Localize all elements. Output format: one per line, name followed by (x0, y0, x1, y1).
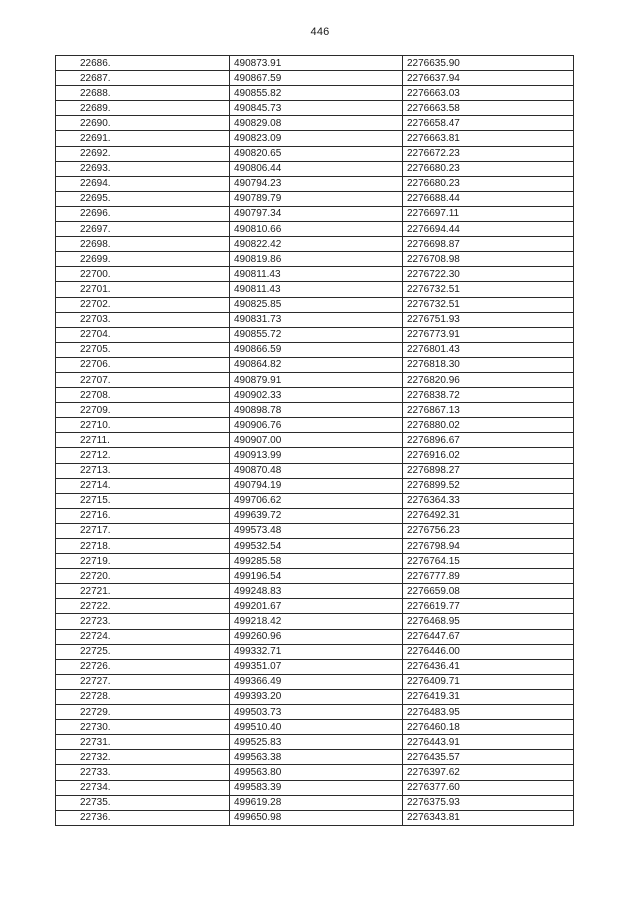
table-row (56, 131, 574, 146)
y-coordinate-cell: 2276777.89 (403, 569, 574, 584)
y-coordinate-cell: 2276697.11 (403, 206, 574, 221)
x-coordinate-cell: 499525.83 (230, 735, 403, 750)
y-coordinate-cell: 2276756.23 (403, 523, 574, 538)
y-coordinate-cell: 2276663.03 (403, 86, 574, 101)
x-coordinate-cell: 490855.82 (230, 86, 403, 101)
point-number-cell: 22687. (56, 71, 230, 86)
table-row (56, 750, 574, 765)
y-coordinate-cell: 2276680.23 (403, 161, 574, 176)
y-coordinate-cell: 2276896.67 (403, 433, 574, 448)
table-row (56, 689, 574, 704)
point-number-cell: 22697. (56, 222, 230, 237)
point-number-cell: 22720. (56, 569, 230, 584)
x-coordinate-cell: 490879.91 (230, 372, 403, 387)
x-coordinate-cell: 499639.72 (230, 508, 403, 523)
point-number-cell: 22731. (56, 735, 230, 750)
x-coordinate-cell: 490806.44 (230, 161, 403, 176)
page-number: 446 (310, 26, 330, 38)
y-coordinate-cell: 2276658.47 (403, 116, 574, 131)
point-number-cell: 22732. (56, 750, 230, 765)
point-number-cell: 22708. (56, 388, 230, 403)
table-row (56, 86, 574, 101)
x-coordinate-cell: 499706.62 (230, 493, 403, 508)
x-coordinate-cell: 499650.98 (230, 810, 403, 825)
x-coordinate-cell: 490864.82 (230, 357, 403, 372)
x-coordinate-cell: 490797.34 (230, 206, 403, 221)
table-row (56, 403, 574, 418)
table-row (56, 765, 574, 780)
table-row (56, 267, 574, 282)
table-row (56, 810, 574, 825)
y-coordinate-cell: 2276663.81 (403, 131, 574, 146)
x-coordinate-cell: 499218.42 (230, 614, 403, 629)
table-row (56, 780, 574, 795)
x-coordinate-cell: 499393.20 (230, 689, 403, 704)
point-number-cell: 22701. (56, 282, 230, 297)
y-coordinate-cell: 2276773.91 (403, 327, 574, 342)
x-coordinate-cell: 499201.67 (230, 599, 403, 614)
x-coordinate-cell: 490906.76 (230, 418, 403, 433)
point-number-cell: 22696. (56, 206, 230, 221)
table-row (56, 523, 574, 538)
point-number-cell: 22692. (56, 146, 230, 161)
point-number-cell: 22705. (56, 342, 230, 357)
x-coordinate-cell: 490866.59 (230, 342, 403, 357)
x-coordinate-cell: 490902.33 (230, 388, 403, 403)
point-number-cell: 22690. (56, 116, 230, 131)
x-coordinate-cell: 490794.19 (230, 478, 403, 493)
y-coordinate-cell: 2276818.30 (403, 357, 574, 372)
point-number-cell: 22686. (56, 56, 230, 71)
point-number-cell: 22729. (56, 705, 230, 720)
x-coordinate-cell: 490855.72 (230, 327, 403, 342)
point-number-cell: 22707. (56, 372, 230, 387)
x-coordinate-cell: 490898.78 (230, 403, 403, 418)
point-number-cell: 22694. (56, 176, 230, 191)
y-coordinate-cell: 2276916.02 (403, 448, 574, 463)
table-row (56, 418, 574, 433)
table-row (56, 327, 574, 342)
table-row (56, 720, 574, 735)
table-row (56, 508, 574, 523)
table-row (56, 357, 574, 372)
table-row (56, 539, 574, 554)
x-coordinate-cell: 490831.73 (230, 312, 403, 327)
x-coordinate-cell: 490789.79 (230, 191, 403, 206)
point-number-cell: 22733. (56, 765, 230, 780)
y-coordinate-cell: 2276801.43 (403, 342, 574, 357)
table-row (56, 312, 574, 327)
table-row (56, 493, 574, 508)
point-number-cell: 22721. (56, 584, 230, 599)
table-row (56, 659, 574, 674)
table-row (56, 554, 574, 569)
x-coordinate-cell: 490794.23 (230, 176, 403, 191)
coordinates-table (55, 55, 574, 826)
table-row (56, 56, 574, 71)
y-coordinate-cell: 2276732.51 (403, 282, 574, 297)
table-row (56, 629, 574, 644)
y-coordinate-cell: 2276483.95 (403, 705, 574, 720)
point-number-cell: 22717. (56, 523, 230, 538)
point-number-cell: 22700. (56, 267, 230, 282)
table-row (56, 388, 574, 403)
table-row (56, 101, 574, 116)
x-coordinate-cell: 499563.38 (230, 750, 403, 765)
y-coordinate-cell: 2276364.33 (403, 493, 574, 508)
x-coordinate-cell: 490867.59 (230, 71, 403, 86)
point-number-cell: 22718. (56, 539, 230, 554)
point-number-cell: 22699. (56, 252, 230, 267)
y-coordinate-cell: 2276694.44 (403, 222, 574, 237)
table-row (56, 599, 574, 614)
point-number-cell: 22735. (56, 795, 230, 810)
y-coordinate-cell: 2276820.96 (403, 372, 574, 387)
table-row (56, 161, 574, 176)
y-coordinate-cell: 2276764.15 (403, 554, 574, 569)
y-coordinate-cell: 2276447.67 (403, 629, 574, 644)
y-coordinate-cell: 2276468.95 (403, 614, 574, 629)
y-coordinate-cell: 2276688.44 (403, 191, 574, 206)
x-coordinate-cell: 490825.85 (230, 297, 403, 312)
table-row (56, 584, 574, 599)
point-number-cell: 22725. (56, 644, 230, 659)
point-number-cell: 22724. (56, 629, 230, 644)
x-coordinate-cell: 490819.86 (230, 252, 403, 267)
point-number-cell: 22706. (56, 357, 230, 372)
table-row (56, 705, 574, 720)
table-row (56, 342, 574, 357)
table-row (56, 116, 574, 131)
y-coordinate-cell: 2276377.60 (403, 780, 574, 795)
y-coordinate-cell: 2276708.98 (403, 252, 574, 267)
y-coordinate-cell: 2276663.58 (403, 101, 574, 116)
y-coordinate-cell: 2276619.77 (403, 599, 574, 614)
y-coordinate-cell: 2276343.81 (403, 810, 574, 825)
x-coordinate-cell: 490907.00 (230, 433, 403, 448)
table-row (56, 237, 574, 252)
y-coordinate-cell: 2276732.51 (403, 297, 574, 312)
point-number-cell: 22719. (56, 554, 230, 569)
x-coordinate-cell: 499285.58 (230, 554, 403, 569)
x-coordinate-cell: 499583.39 (230, 780, 403, 795)
y-coordinate-cell: 2276680.23 (403, 176, 574, 191)
y-coordinate-cell: 2276798.94 (403, 539, 574, 554)
table-row (56, 146, 574, 161)
point-number-cell: 22698. (56, 237, 230, 252)
point-number-cell: 22726. (56, 659, 230, 674)
table-row (56, 478, 574, 493)
table-row (56, 206, 574, 221)
point-number-cell: 22722. (56, 599, 230, 614)
table-row (56, 644, 574, 659)
y-coordinate-cell: 2276409.71 (403, 674, 574, 689)
x-coordinate-cell: 490810.66 (230, 222, 403, 237)
table-row (56, 448, 574, 463)
y-coordinate-cell: 2276635.90 (403, 56, 574, 71)
point-number-cell: 22711. (56, 433, 230, 448)
y-coordinate-cell: 2276659.08 (403, 584, 574, 599)
point-number-cell: 22688. (56, 86, 230, 101)
table-row (56, 372, 574, 387)
y-coordinate-cell: 2276898.27 (403, 463, 574, 478)
point-number-cell: 22693. (56, 161, 230, 176)
table-row (56, 297, 574, 312)
table-row (56, 674, 574, 689)
point-number-cell: 22728. (56, 689, 230, 704)
x-coordinate-cell: 490811.43 (230, 282, 403, 297)
y-coordinate-cell: 2276375.93 (403, 795, 574, 810)
point-number-cell: 22704. (56, 327, 230, 342)
table-row (56, 71, 574, 86)
x-coordinate-cell: 499532.54 (230, 539, 403, 554)
x-coordinate-cell: 490811.43 (230, 267, 403, 282)
y-coordinate-cell: 2276435.57 (403, 750, 574, 765)
point-number-cell: 22736. (56, 810, 230, 825)
point-number-cell: 22730. (56, 720, 230, 735)
y-coordinate-cell: 2276446.00 (403, 644, 574, 659)
point-number-cell: 22695. (56, 191, 230, 206)
y-coordinate-cell: 2276397.62 (403, 765, 574, 780)
table-row (56, 176, 574, 191)
point-number-cell: 22713. (56, 463, 230, 478)
table-row (56, 222, 574, 237)
point-number-cell: 22712. (56, 448, 230, 463)
x-coordinate-cell: 499351.07 (230, 659, 403, 674)
x-coordinate-cell: 499366.49 (230, 674, 403, 689)
y-coordinate-cell: 2276443.91 (403, 735, 574, 750)
y-coordinate-cell: 2276637.94 (403, 71, 574, 86)
x-coordinate-cell: 490913.99 (230, 448, 403, 463)
x-coordinate-cell: 499332.71 (230, 644, 403, 659)
y-coordinate-cell: 2276436.41 (403, 659, 574, 674)
y-coordinate-cell: 2276880.02 (403, 418, 574, 433)
x-coordinate-cell: 490873.91 (230, 56, 403, 71)
x-coordinate-cell: 490845.73 (230, 101, 403, 116)
point-number-cell: 22691. (56, 131, 230, 146)
x-coordinate-cell: 490822.42 (230, 237, 403, 252)
table-row (56, 463, 574, 478)
y-coordinate-cell: 2276419.31 (403, 689, 574, 704)
x-coordinate-cell: 499563.80 (230, 765, 403, 780)
point-number-cell: 22709. (56, 403, 230, 418)
point-number-cell: 22734. (56, 780, 230, 795)
x-coordinate-cell: 499619.28 (230, 795, 403, 810)
x-coordinate-cell: 499573.48 (230, 523, 403, 538)
table-row (56, 282, 574, 297)
point-number-cell: 22689. (56, 101, 230, 116)
x-coordinate-cell: 499510.40 (230, 720, 403, 735)
x-coordinate-cell: 490829.08 (230, 116, 403, 131)
y-coordinate-cell: 2276867.13 (403, 403, 574, 418)
y-coordinate-cell: 2276698.87 (403, 237, 574, 252)
x-coordinate-cell: 499196.54 (230, 569, 403, 584)
point-number-cell: 22703. (56, 312, 230, 327)
point-number-cell: 22716. (56, 508, 230, 523)
y-coordinate-cell: 2276722.30 (403, 267, 574, 282)
y-coordinate-cell: 2276492.31 (403, 508, 574, 523)
y-coordinate-cell: 2276838.72 (403, 388, 574, 403)
x-coordinate-cell: 490870.48 (230, 463, 403, 478)
x-coordinate-cell: 499248.83 (230, 584, 403, 599)
coordinates-table-body (56, 56, 574, 826)
x-coordinate-cell: 499260.96 (230, 629, 403, 644)
x-coordinate-cell: 490823.09 (230, 131, 403, 146)
x-coordinate-cell: 499503.73 (230, 705, 403, 720)
y-coordinate-cell: 2276460.18 (403, 720, 574, 735)
point-number-cell: 22710. (56, 418, 230, 433)
x-coordinate-cell: 490820.65 (230, 146, 403, 161)
point-number-cell: 22723. (56, 614, 230, 629)
table-row (56, 614, 574, 629)
table-row (56, 795, 574, 810)
y-coordinate-cell: 2276672.23 (403, 146, 574, 161)
table-row (56, 735, 574, 750)
table-row (56, 252, 574, 267)
table-row (56, 433, 574, 448)
point-number-cell: 22702. (56, 297, 230, 312)
table-row (56, 191, 574, 206)
point-number-cell: 22714. (56, 478, 230, 493)
point-number-cell: 22727. (56, 674, 230, 689)
table-row (56, 569, 574, 584)
y-coordinate-cell: 2276899.52 (403, 478, 574, 493)
point-number-cell: 22715. (56, 493, 230, 508)
y-coordinate-cell: 2276751.93 (403, 312, 574, 327)
